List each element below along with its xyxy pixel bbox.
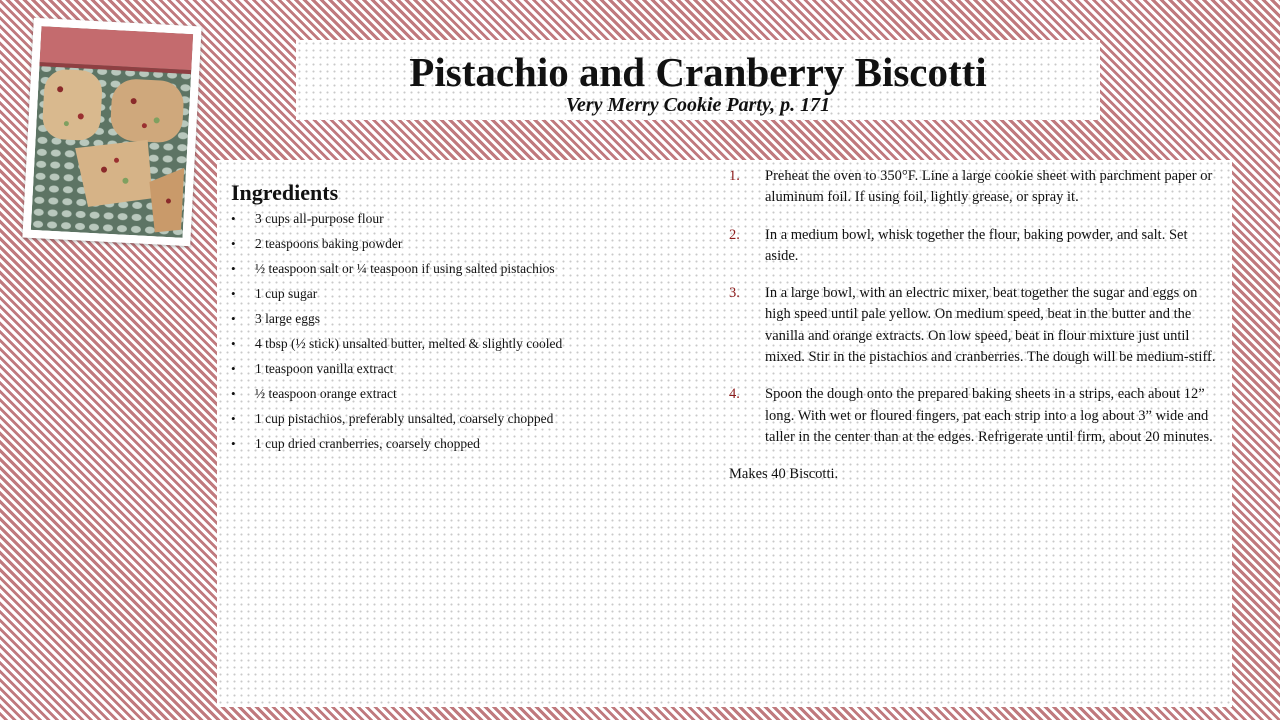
bullet-icon: •	[231, 436, 236, 451]
recipe-photo-frame	[22, 18, 201, 246]
step-number: 2.	[729, 226, 740, 243]
ingredient-text: 3 large eggs	[255, 311, 320, 326]
bullet-icon: •	[231, 386, 236, 401]
step-text: In a large bowl, with an electric mixer, beat together the sugar and eggs on high speed until pale yellow. On medium speed, beat in the butter and the vanilla and orange extracts. On low speed, beat in flour mixture just until mixed. Stir in the pistachios and cranberries. The dough will be medium-stiff.	[765, 285, 1216, 366]
ingredient-text: 1 cup dried cranberries, coarsely chopped	[255, 436, 480, 451]
bullet-icon: •	[231, 336, 236, 351]
ingredients-section	[231, 180, 711, 460]
bullet-icon: •	[231, 311, 236, 326]
ingredient-item	[231, 235, 711, 260]
biscotti-photo-image	[31, 26, 193, 238]
ingredient-text: 1 cup pistachios, preferably unsalted, coarsely chopped	[255, 411, 554, 426]
title-banner	[296, 40, 1100, 120]
bullet-icon: •	[231, 236, 236, 251]
ingredient-text: ½ teaspoon orange extract	[255, 386, 397, 401]
recipe-yield: Makes 40 Biscotti.	[729, 466, 839, 483]
bullet-icon: •	[231, 361, 236, 376]
ingredient-item	[231, 310, 711, 335]
ingredient-item	[231, 335, 711, 360]
bullet-icon: •	[231, 286, 236, 301]
direction-step	[729, 384, 1224, 448]
ingredient-text: 1 cup sugar	[255, 286, 318, 301]
ingredient-text: 3 cups all-purpose flour	[255, 211, 384, 226]
bullet-icon: •	[231, 261, 236, 276]
ingredient-item	[231, 410, 711, 435]
ingredient-item	[231, 260, 711, 285]
step-number: 3.	[729, 285, 740, 302]
ingredient-item	[231, 435, 711, 460]
ingredient-text: 1 teaspoon vanilla extract	[255, 361, 394, 376]
recipe-source: Very Merry Cookie Party, p. 171	[565, 94, 831, 116]
biscotti-photo	[31, 26, 193, 238]
ingredient-item	[231, 385, 711, 410]
step-text: In a medium bowl, whisk together the flour, baking powder, and salt. Set aside.	[765, 226, 1188, 264]
ingredient-item	[231, 360, 711, 385]
step-text: Preheat the oven to 350°F. Line a large cookie sheet with parchment paper or aluminum foil. If using foil, lightly grease, or spray it.	[765, 168, 1213, 206]
ingredients-heading: Ingredients	[231, 180, 339, 205]
ingredients-list	[231, 210, 711, 460]
recipe-title: Pistachio and Cranberry Biscotti	[409, 49, 987, 95]
step-number: 4.	[729, 386, 740, 403]
bullet-icon: •	[231, 411, 236, 426]
ingredient-item	[231, 285, 711, 310]
direction-step	[729, 225, 1224, 268]
direction-step	[729, 166, 1224, 209]
ingredient-text: 4 tbsp (½ stick) unsalted butter, melted & slightly cooled	[255, 336, 563, 351]
recipe-content-panel	[217, 160, 1232, 707]
ingredient-item	[231, 210, 711, 235]
step-number: 1.	[729, 168, 740, 184]
directions-section	[729, 166, 1224, 485]
direction-step	[729, 283, 1224, 368]
bullet-icon: •	[231, 211, 236, 226]
ingredient-text: 2 teaspoons baking powder	[255, 236, 403, 251]
ingredient-text: ½ teaspoon salt or ¼ teaspoon if using salted pistachios	[255, 261, 555, 276]
step-text: Spoon the dough onto the prepared baking sheets in a strips, each about 12” long. With wet or floured fingers, pat each strip into a log about 3” wide and taller in the center than at the edges. Refrigerate until firm, about 20 minutes.	[765, 386, 1213, 445]
